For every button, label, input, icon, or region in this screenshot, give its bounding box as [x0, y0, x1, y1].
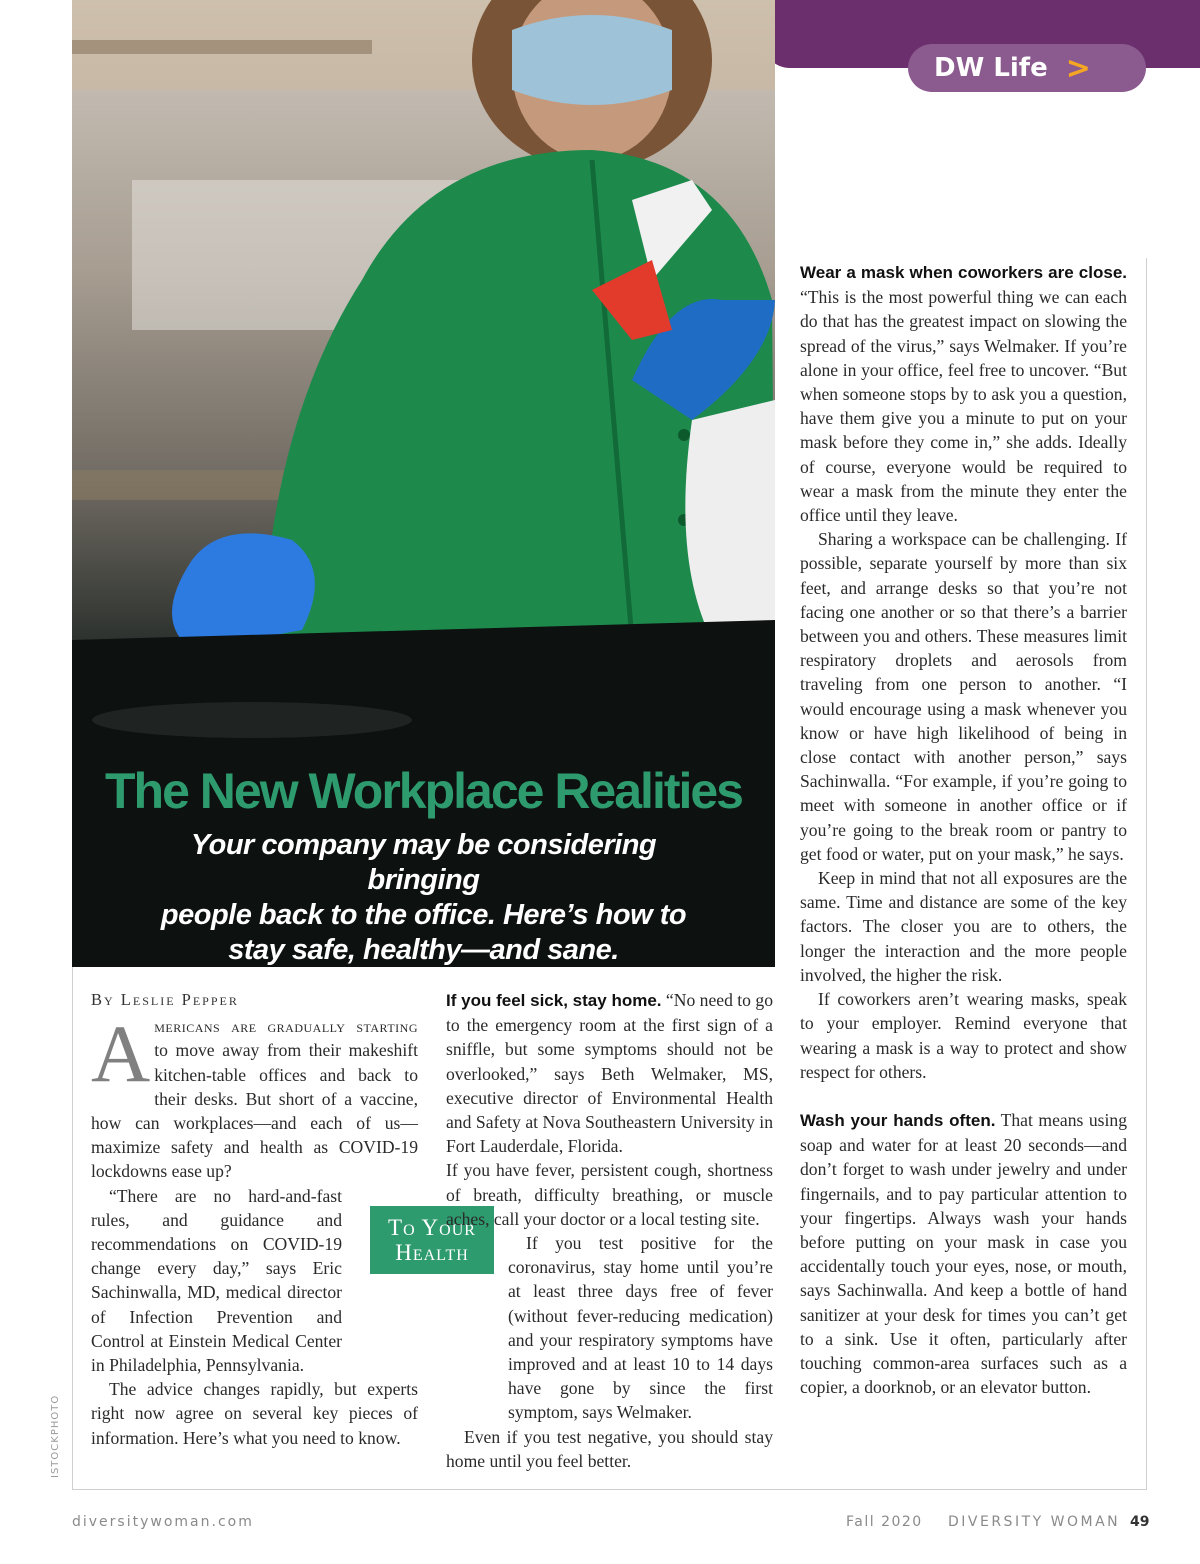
section-heading: Wear a mask when coworkers are close.	[800, 263, 1127, 282]
article-subtitle	[132, 828, 715, 967]
paragraph	[91, 1008, 418, 1183]
chevron-right-icon: >	[1065, 50, 1091, 86]
paragraph	[800, 1108, 1127, 1399]
paragraph: The advice changes rapidly, but experts right now agree on several key pieces of information. Here’s what you need to know.	[91, 1379, 418, 1448]
hero-illustration	[72, 0, 775, 967]
paragraph-text: “No need to go to the emergency room at the first sign of a sniffle, but some symptoms should not be overlooked,” says Beth Welmaker, MS, executive director of Environmental Health and Safety at Nova Southeastern University in Fort Lauderdale, Florida.	[446, 990, 773, 1157]
footer-magazine-name: DIVERSITY WOMAN	[948, 1514, 1121, 1530]
article-column-1	[91, 988, 418, 1450]
article-column-2	[446, 988, 773, 1473]
section-tab-label: DW Life	[934, 53, 1048, 83]
paragraph-text: “This is the most powerful thing we can each do that has the greatest impact on slowing the spread of the virus,” says Welmaker. If you’re alone in your office, feel free to uncover. “But when someone stops by to ask you a question, have them give you a minute to put on your mask before they come in,” she adds. Ideally of course, everyone would be required to wear a mask from the minute they enter the office until they leave.	[800, 287, 1127, 526]
frame-divider	[72, 1489, 1147, 1490]
section-heading: Wash your hands often.	[800, 1110, 996, 1130]
byline: By Leslie Pepper	[91, 990, 239, 1009]
paragraph: If you test positive for the coronavirus, stay home until you’re at least three days free of fever (without fever-reducing medication) and your respiratory symptoms have improved and at least 10 to 14 days have gone by since the first symptom, says Welmaker.	[508, 1233, 773, 1423]
paragraph: Sharing a workspace can be challenging. If possible, separate yourself by more than six feet, and arrange desks so that you’re not facing one another or so that there’s a barrier between you and others. These measures limit respiratory droplets and aerosols from traveling from one person to another. “I would encourage using a mask whenever you know or have high likelihood of being in close contact with another person,” says Sachinwalla. “For example, if you’re going to meet with someone in another office or if you’re going to the break room or pantry to get food or water, put on your mask,” he says.	[800, 529, 1127, 864]
paragraph	[800, 260, 1127, 527]
footer-issue: Fall 2020	[846, 1514, 923, 1530]
paragraph: Even if you test negative, you should stay home until you feel better.	[446, 1426, 773, 1471]
article-title: The New Workplace Realities	[105, 763, 742, 819]
page-number: 49	[1130, 1514, 1150, 1530]
section-tab-dw-life[interactable]	[908, 44, 1146, 92]
paragraph	[446, 988, 773, 1158]
article-column-3	[800, 260, 1127, 1399]
frame-divider	[1146, 258, 1147, 1490]
footer-website-link[interactable]: diversitywoman.com	[72, 1514, 254, 1530]
subtitle-line: people back to the office. Here’s how to	[160, 899, 687, 931]
photo-credit: ISTOCKPHOTO	[50, 1394, 61, 1478]
paragraph: Keep in mind that not all exposures are the same. Time and distance are some of the key factors. The closer you are to others, the longer the interaction and the more people involved, the higher the risk.	[800, 868, 1127, 985]
paragraph-text: That means using soap and water for at least 20 seconds—and don’t forget to wash under jewelry and under fingernails, and to pay particular attention to your fingertips. Always wash your hands before putting on your mask in case you accidentally touch your eyes, nose, or mouth, says Sachinwalla. And keep a bottle of hand sanitizer at your desk for times you can’t get to a sink. Use it often, particularly after touching common-area surfaces such as a copier, a doorknob, or an elevator button.	[800, 1109, 1127, 1398]
paragraph: If you have fever, persistent cough, shortness of breath, difficulty breathing, or muscle aches, call your doctor or a local testing site.	[446, 1160, 773, 1229]
paragraph: “There are no hard-and-fast rules, and guidance and recommendations on COVID-19 change every day,” says Eric Sachinwalla, MD, medical director of Infection Prevention and Control at Einstein Medical Center in Philadelphia, Pennsylvania.	[91, 1185, 342, 1376]
drop-cap: A	[91, 1008, 151, 1100]
subtitle-line: stay safe, healthy—and sane.	[228, 934, 619, 966]
subtitle-line: Your company may be considering bringing	[190, 829, 657, 896]
tag-line: Health	[395, 1240, 469, 1265]
hero-photo	[72, 0, 775, 967]
paragraph-text: to move away from their makeshift kitchen-table offices and back to their desks. But short of a vaccine, how can workplaces—and each of us—maximize safety and health as COVID-19 lockdowns ease up?	[91, 1040, 418, 1182]
tag-line: To Your	[388, 1215, 476, 1240]
paragraph: If coworkers aren’t wearing masks, speak to your employer. Remind everyone that wearing a mask is a way to protect and show respect for others.	[800, 989, 1127, 1082]
lead-in: mericans are gradually starting	[154, 1016, 418, 1037]
section-heading: If you feel sick, stay home.	[446, 991, 662, 1010]
frame-divider	[72, 967, 73, 1490]
